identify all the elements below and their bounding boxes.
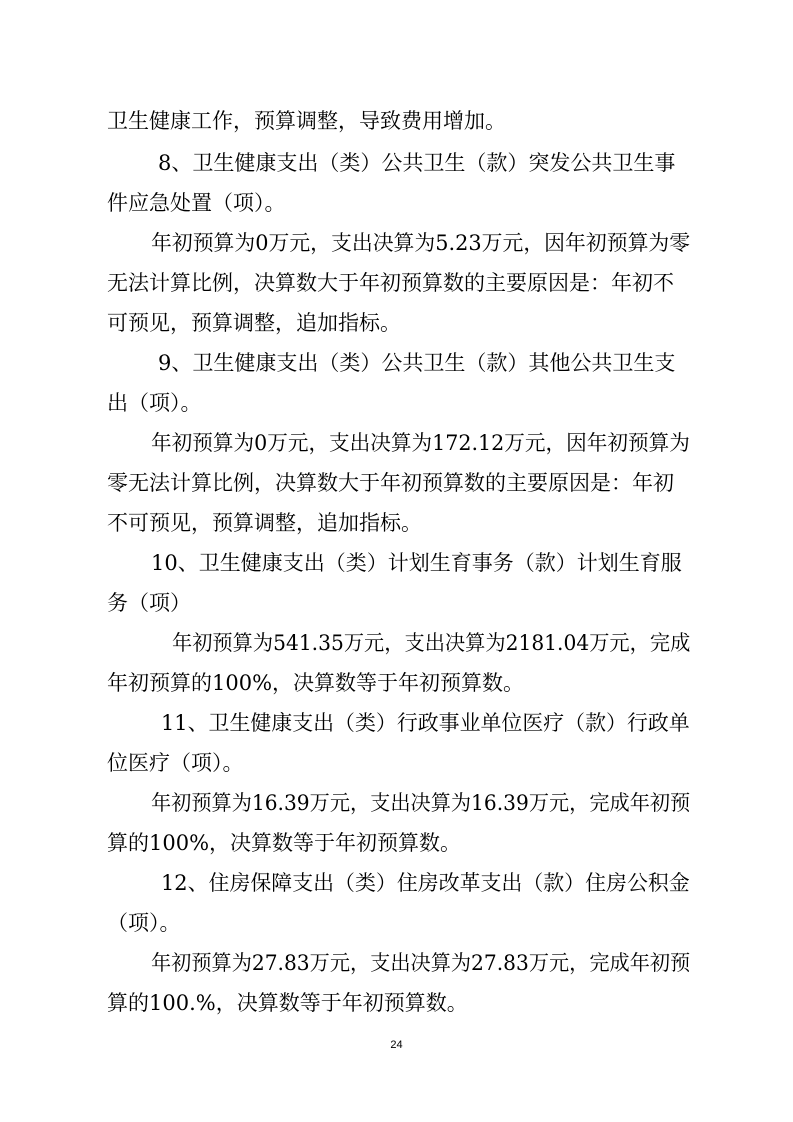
text-line: 零无法计算比例，决算数大于年初预算数的主要原因是：年初 [107, 471, 674, 495]
text-line: 可预见，预算调整，追加指标。 [107, 311, 401, 335]
text-line: 11、卫生健康支出（类）行政事业单位医疗（款）行政单 [161, 711, 690, 735]
text-line: 年初预算为541.35万元，支出决算为2181.04万元，完成 [172, 631, 691, 655]
text-line: 12、住房保障支出（类）住房改革支出（款）住房公积金 [161, 871, 690, 895]
text-line: 年初预算为27.83万元，支出决算为27.83万元，完成年初预 [151, 951, 691, 975]
text-line: 年初预算为0万元，支出决算为172.12万元，因年初预算为 [151, 431, 690, 455]
text-line: 算的100.%，决算数等于年初预算数。 [107, 991, 468, 1015]
text-line: 年初预算为0万元，支出决算为5.23万元，因年初预算为零 [151, 231, 691, 255]
text-line: 位医疗（项）。 [107, 751, 244, 775]
text-line: 10、卫生健康支出（类）计划生育事务（款）计划生育服 [151, 551, 682, 575]
text-line: 卫生健康工作，预算调整，导致费用增加。 [107, 109, 506, 133]
text-line: 9、卫生健康支出（类）公共卫生（款）其他公共卫生支 [158, 351, 676, 375]
text-line: 不可预见，预算调整，追加指标。 [107, 511, 422, 535]
text-line: 算的100%，决算数等于年初预算数。 [107, 831, 462, 855]
page-number: 24 [390, 1039, 403, 1051]
text-line: 年初预算为16.39万元，支出决算为16.39万元，完成年初预 [151, 791, 691, 815]
text-line: 件应急处置（项）。 [107, 191, 286, 215]
text-line: 务（项） [107, 591, 191, 615]
text-line: 年初预算的100%，决算数等于年初预算数。 [107, 671, 525, 695]
text-line: 出（项）。 [107, 391, 202, 415]
text-line: 无法计算比例，决算数大于年初预算数的主要原因是：年初不 [107, 271, 674, 295]
text-line: 8、卫生健康支出（类）公共卫生（款）突发公共卫生事 [158, 151, 676, 175]
text-line: （项）。 [107, 911, 181, 935]
